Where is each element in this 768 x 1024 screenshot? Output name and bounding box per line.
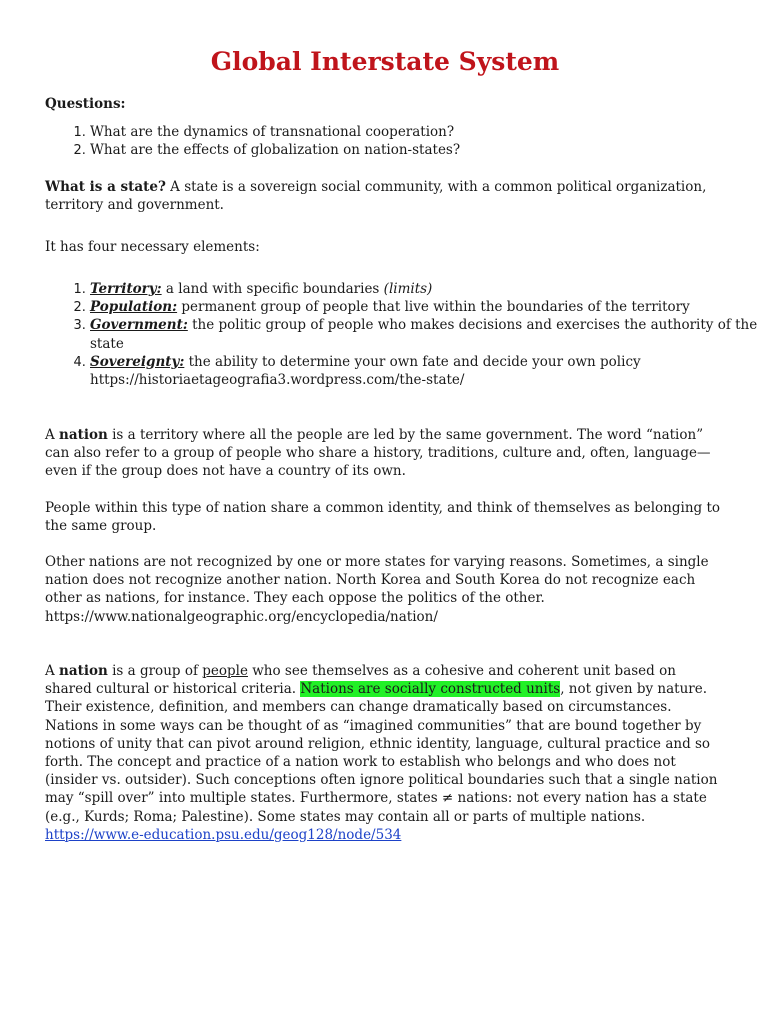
list-item [90,353,768,389]
element-term: Territory: [90,281,162,297]
state-text: A state is a sovereign social community, with a common political organization, territory and government. [45,179,707,214]
element-text: permanent group of people that live within the boundaries of the territory [177,299,690,316]
list-item [90,316,768,352]
element-note: (limits) [383,281,433,297]
state-definition [45,178,725,214]
page-title: Global Interstate System [210,47,560,76]
text-run: , not given by nature. Their existence, definition, and members can change dramatically based on circumstances. Nations in some ways can be thought of as “imagined communities” that are bound together by notions of unity that can pivot around religion, ethnic identity, language, cultural practice and so forth. The concept and practice of a nation work to establish who belongs and who does not (insider vs. outsider). Such conceptions often ignore political boundaries such that a single nation may “spill over” into multiple states. Furthermore, states ≠ nations: not every nation has a state (e.g., Kurds; Roma; Palestine). Some states may contain all or parts of multiple nations. [45,681,718,825]
elements-list [45,280,768,389]
element-text: a land with specific boundaries [161,281,384,297]
text-run: Other nations are not recognized by one or more states for varying reasons. Sometimes, a single nation does not recognize another nation. North Korea and South Korea do not recognize each other as nations, for instance. They each oppose the politics of the other. [45,554,709,607]
text-run: is a group of [107,663,203,679]
text-run: A [45,427,60,443]
element-text: the politic group of people who makes decisions and exercises the authority of the state [90,317,758,352]
list-item [90,298,768,316]
nation-paragraph [45,553,725,626]
highlighted-text: Nations are socially constructed units [300,681,561,698]
source-url: https://historiaetageografia3.wordpress.com/the-state/ [90,372,465,389]
underlined-word: people [202,663,248,679]
list-item: 1. What are the dynamics of transnational cooperation? [90,123,768,141]
nation-paragraph: People within this type of nation share a common identity, and think of themselves as belonging to the same group. [45,500,721,535]
text-run: who see themselves as a cohesive and coherent unit based on shared cultural or historical criteria. [45,663,676,698]
nation-paragraph [45,426,725,481]
element-term: Population: [90,299,178,316]
source-url: https://www.nationalgeographic.org/encyclopedia/nation/ [45,608,438,625]
nation-paragraph [45,662,725,844]
list-item: 2. What are the effects of globalization on nation-states? [90,141,768,159]
text-run: is a territory where all the people are led by the same government. The word “nation” can also refer to a group of people who share a history, traditions, culture and, often, language—even if the group does not have a country of its own. [45,427,711,480]
elements-intro: It has four necessary elements: [45,239,260,255]
text-run: A [45,663,60,679]
list-item [90,280,768,298]
bold-term: nation [59,427,108,443]
bold-term: nation [59,663,108,679]
state-question: What is a state? [45,179,166,195]
element-term: Sovereignty: [90,353,185,370]
questions-list [45,123,768,159]
source-link[interactable]: https://www.e-education.psu.edu/geog128/node/534 [45,826,402,843]
element-text: the ability to determine your own fate and decide your own policy [184,353,641,370]
questions-label: Questions: [45,96,126,112]
element-term: Government: [90,317,188,334]
